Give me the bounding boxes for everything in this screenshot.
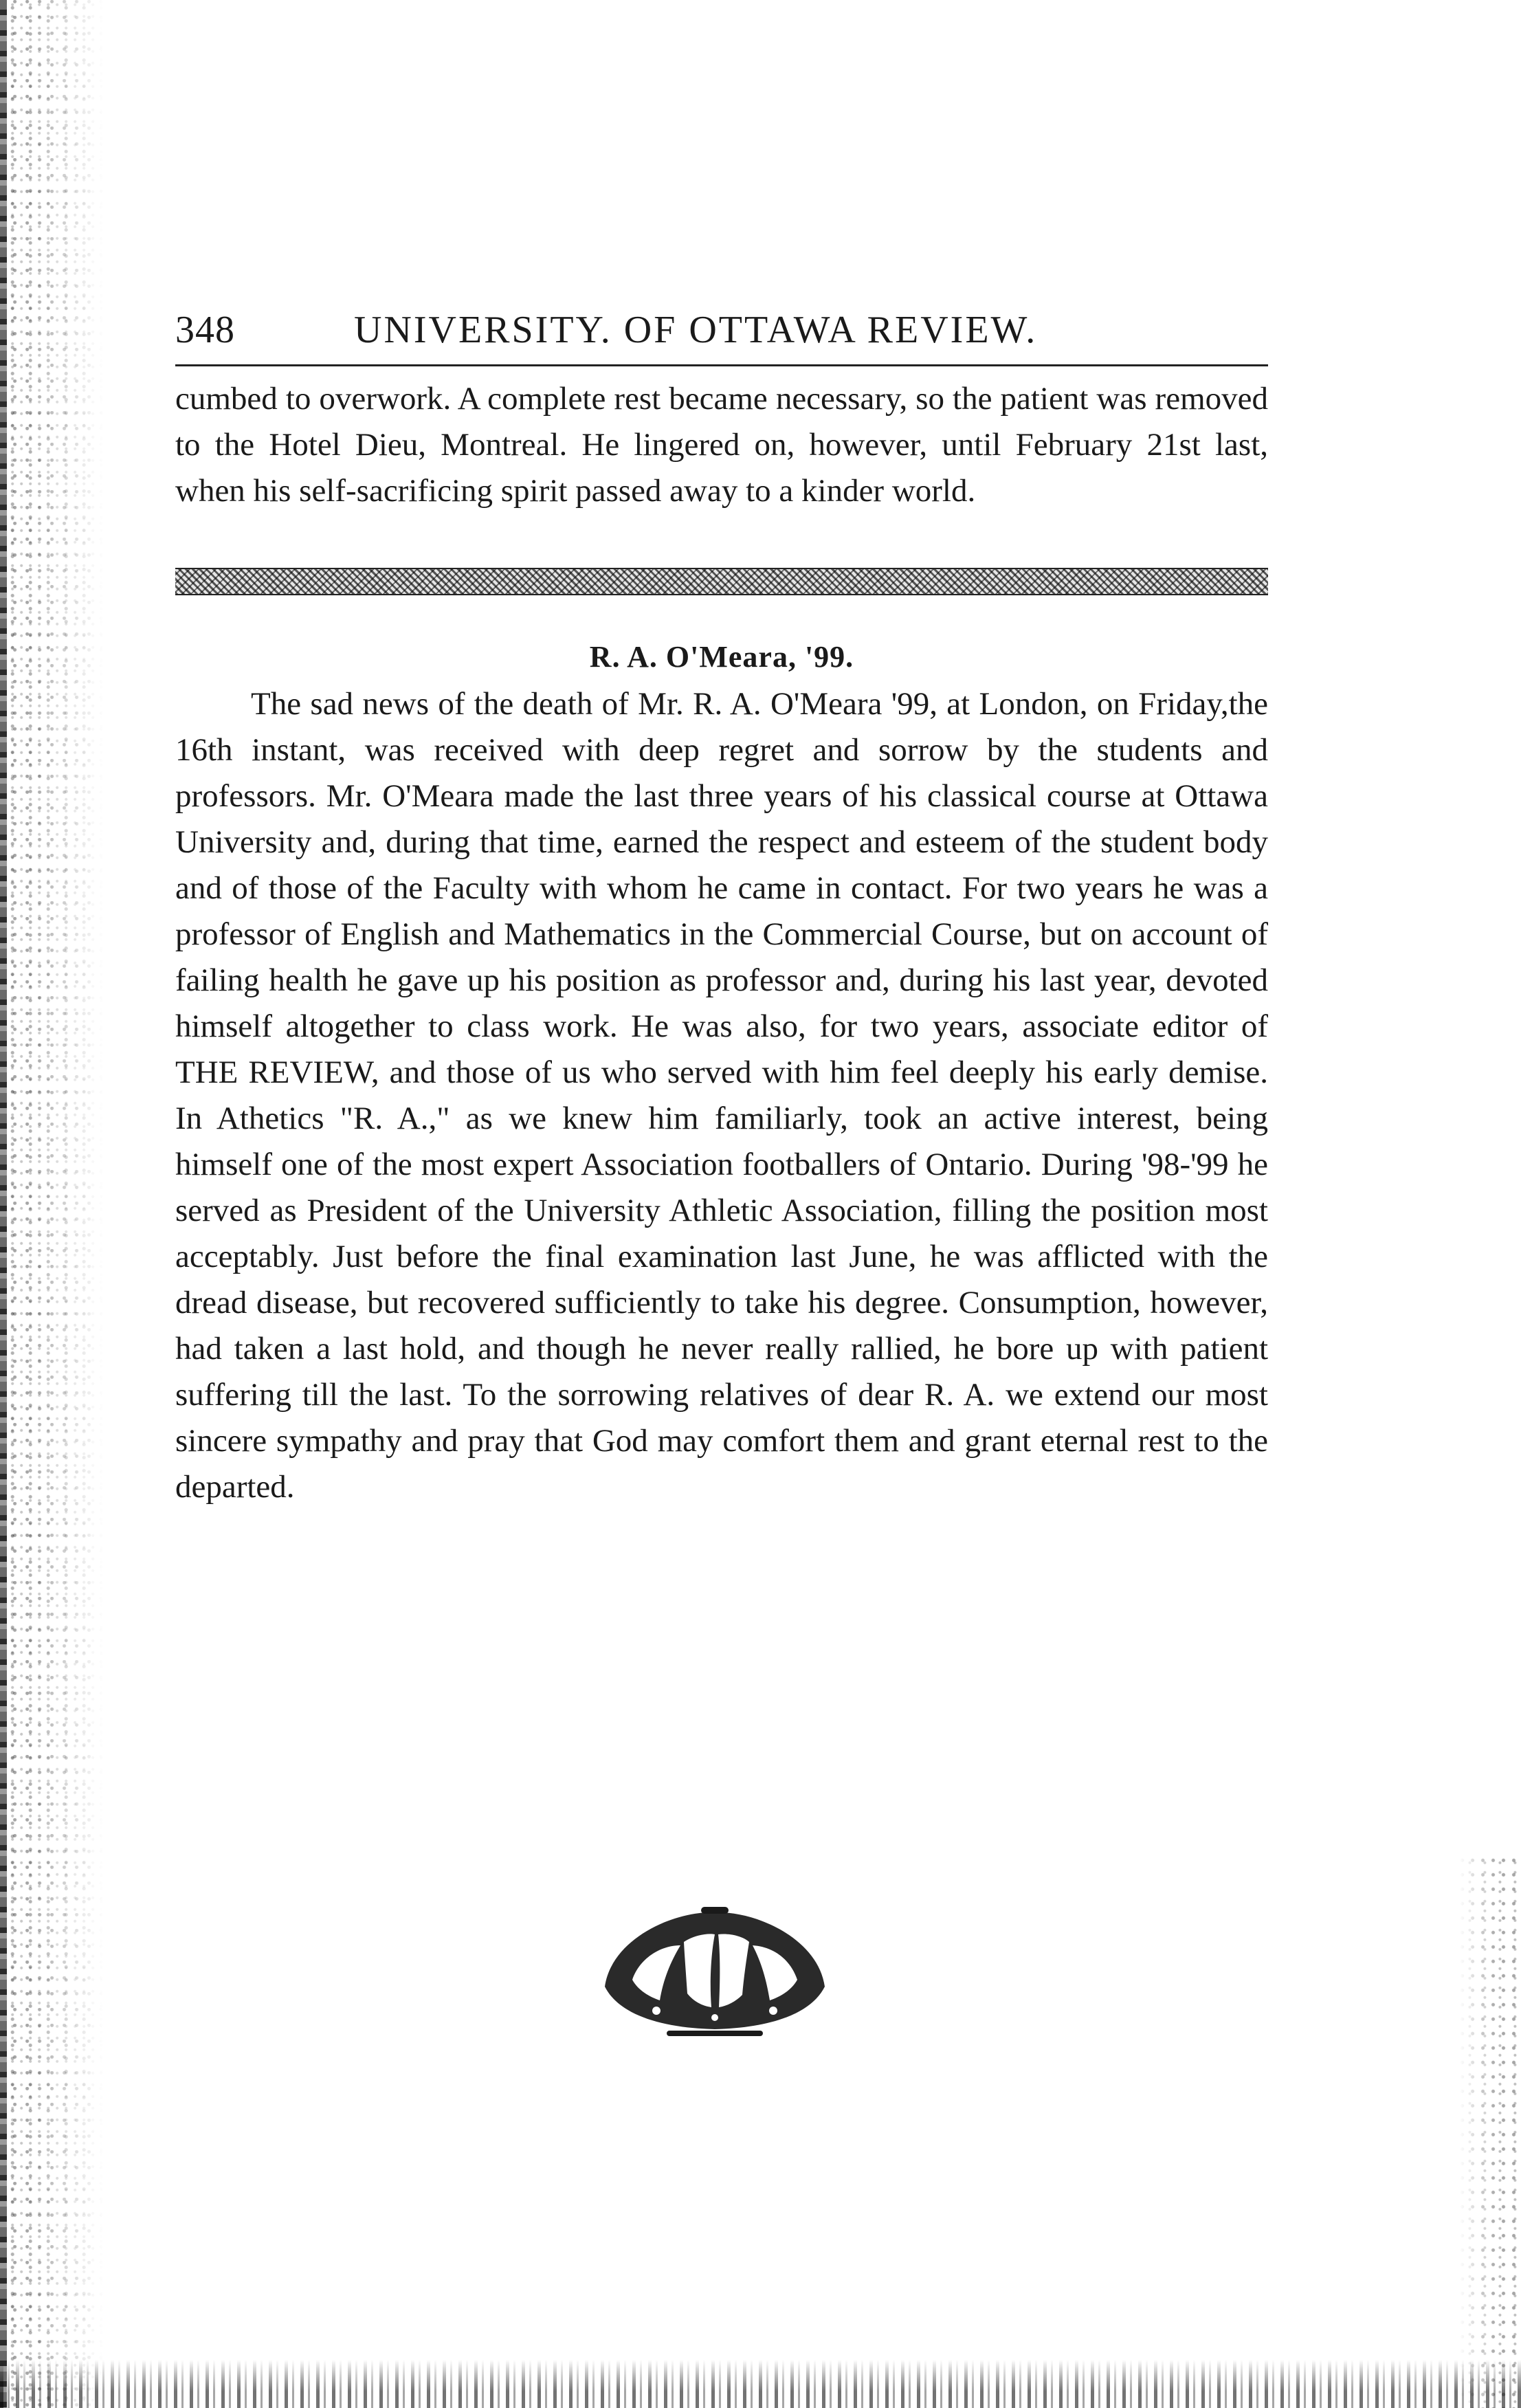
- header-rule: [175, 364, 1268, 366]
- obituary-heading: R. A. O'Meara, '99.: [589, 640, 854, 674]
- scan-edge-line: [0, 0, 7, 2408]
- continued-paragraph: cumbed to overwork. A complete rest became necessary, so the patient was removed to the Hotel Dieu, Montreal. He lingered on, however, until February 21st last, when his self-sacrificing spirit passed away to a kinder world.: [175, 381, 1268, 509]
- fleuron-icon: [591, 1904, 839, 2042]
- scan-edge-right: [1459, 1856, 1521, 2408]
- scan-edge-bottom: [0, 2360, 1521, 2408]
- running-head: [175, 296, 1268, 364]
- page-number: 348: [175, 309, 235, 351]
- scan-edge-left: [0, 0, 103, 2408]
- obituary-body: The sad news of the death of Mr. R. A. O'Meara '99, at London, on Friday,the 16th instant, was received with deep regret and sorrow by the students and professors. Mr. O'Meara made the last three years of his classical course at Ottawa University and, during that time, earned the respect and esteem of the student body and of those of the Faculty with whom he came in contact. For two years he was a professor of English and Mathematics in the Commercial Course, but on account of failing health he gave up his position as professor and, during his last year, devoted himself altogether to class work. He was also, for two years, associate editor of THE REVIEW, and those of us who served with him feel deeply his early demise. In Athetics "R. A.," as we knew him familiarly, took an active interest, being himself one of the most expert Association footballers of Ontario. During '98-'99 he served as President of the University Athletic Association, filling the position most acceptably. Just before the final examination last June, he was afflicted with the dread disease, but recovered sufficiently to take his degree. Consumption, however, had taken a last hold, and though he never really rallied, he bore up with patient suffering till the last. To the sorrowing relatives of dear R. A. we extend our most sincere sympathy and pray that God may comfort them and grant eternal rest to the departed.: [175, 686, 1268, 1505]
- page-content: [175, 296, 1268, 1510]
- ornamental-separator: [175, 568, 1268, 595]
- journal-title: UNIVERSITY. OF OTTAWA REVIEW.: [354, 309, 1038, 351]
